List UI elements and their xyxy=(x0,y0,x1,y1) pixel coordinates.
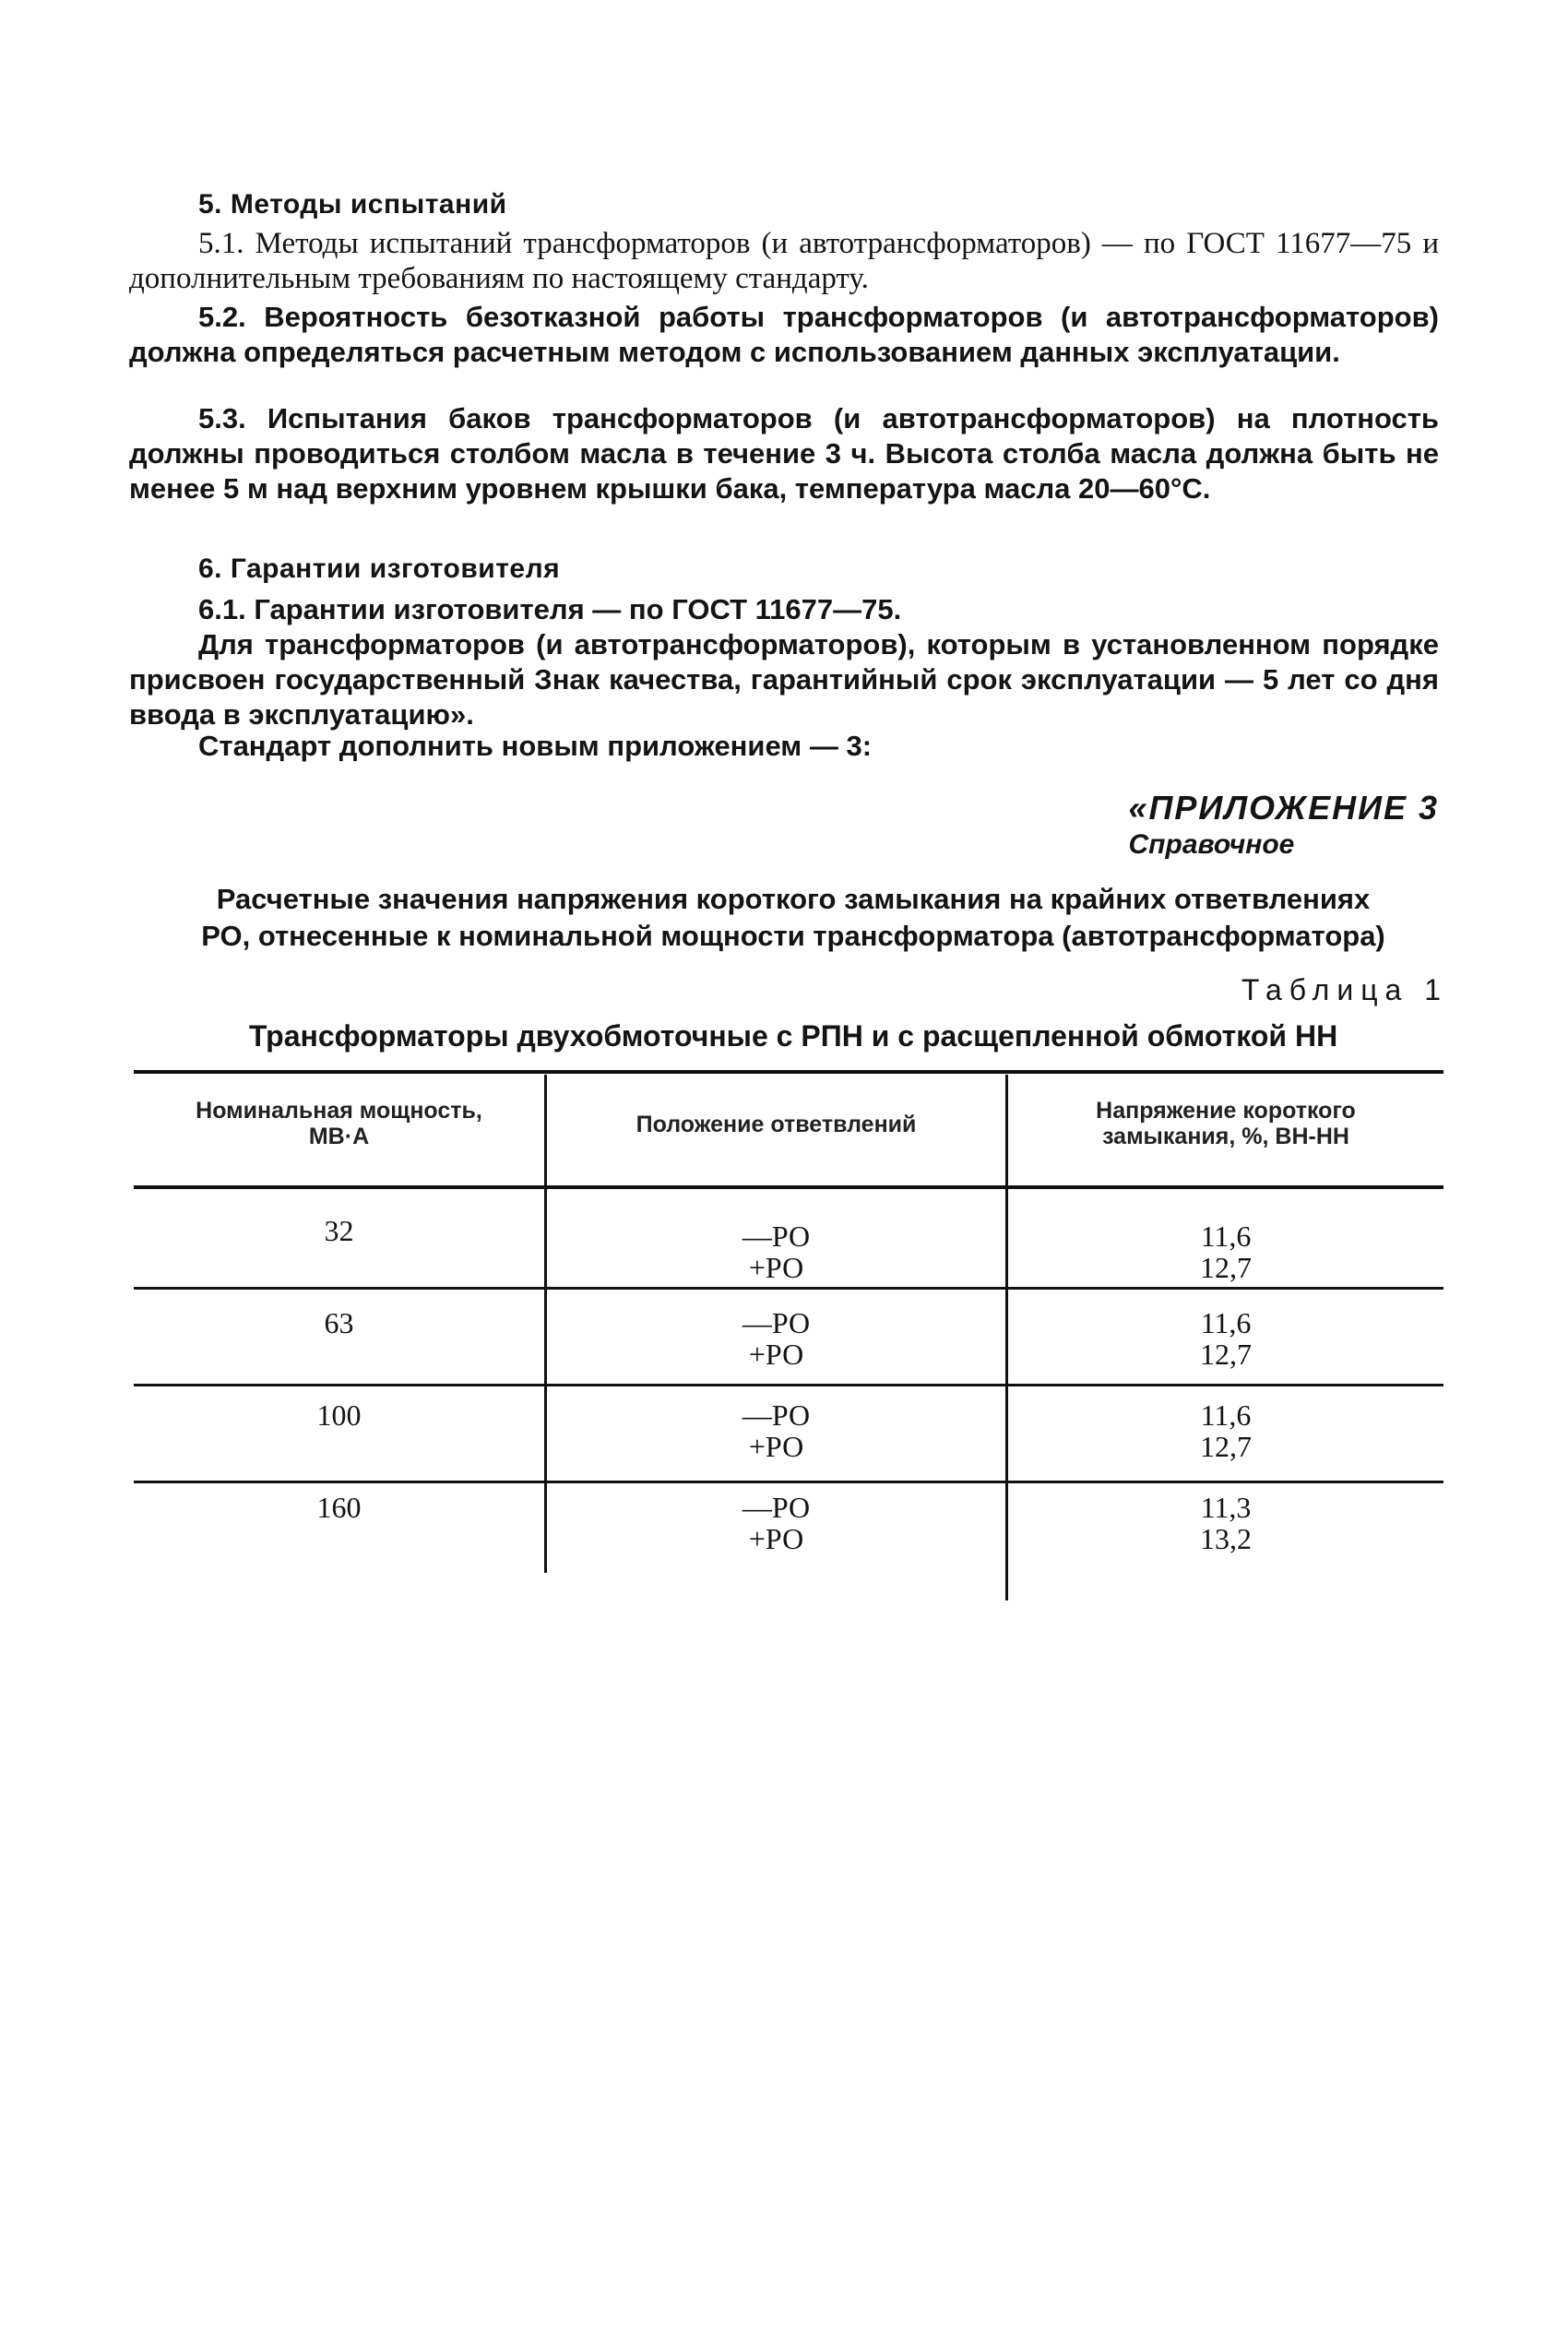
section-5-heading: 5. Методы испытаний xyxy=(198,189,507,220)
position-minus: —РО xyxy=(742,1306,811,1339)
header-voltage-line-1: Напряжение короткого xyxy=(1096,1098,1356,1124)
position-minus: —РО xyxy=(742,1220,811,1253)
cell-voltage xyxy=(1008,1307,1443,1370)
header-power-line-2: МВ·А xyxy=(308,1124,370,1149)
header-voltage-line-2: замыкания, %, ВН-НН xyxy=(1102,1124,1349,1149)
voltage-table xyxy=(134,1065,1443,1600)
appendix-header xyxy=(1129,789,1440,861)
paragraph-5-1: 5.1. Методы испытаний трансформаторов (и автотрансформаторов) — по ГОСТ 11677—75 и дополнительным требованиям по настоящему стандарту. xyxy=(129,227,1439,295)
document-title-line-2: РО, отнесенные к номинальной мощности трансформатора (автотрансформатора) xyxy=(201,920,1385,952)
voltage-plus: 12,7 xyxy=(1200,1251,1252,1284)
paragraph-6-2: Для трансформаторов (и автотрансформаторов), которым в установленном порядке присвоен государственный Знак качества, гарантийный срок эксплуатации — 5 лет со дня ввода в эксплуатацию». xyxy=(129,628,1439,731)
paragraph-6-3: Стандарт дополнить новым приложением — 3: xyxy=(198,730,873,762)
table-label: Таблица 1 xyxy=(1241,973,1448,1006)
cell-voltage xyxy=(1008,1399,1443,1462)
paragraph-5-2: 5.2. Вероятность безотказной работы трансформаторов (и автотрансформаторов) должна определяться расчетным методом с использованием данных эксплуатации. xyxy=(129,301,1439,368)
position-plus: +РО xyxy=(748,1522,804,1555)
cell-voltage xyxy=(1008,1492,1443,1554)
table-caption: Трансформаторы двухобмоточные с РПН и с расщепленной обмоткой НН xyxy=(248,1019,1338,1053)
cell-power: 100 xyxy=(316,1398,362,1432)
paragraph-5-3: 5.3. Испытания баков трансформаторов (и автотрансформаторов) на плотность должны проводиться столбом масла в течение 3 ч. Высота столба масла должна быть не менее 5 м над верхним уровнем крышки бака, температура масла 20—60°С. xyxy=(129,402,1439,505)
appendix-title: «ПРИЛОЖЕНИЕ 3 xyxy=(1128,789,1439,827)
cell-position xyxy=(547,1307,1005,1370)
table-row-divider xyxy=(134,1384,1443,1386)
cell-power: 160 xyxy=(316,1491,362,1524)
position-plus: +РО xyxy=(748,1338,804,1371)
voltage-minus: 11,6 xyxy=(1200,1220,1252,1253)
document-title xyxy=(129,881,1457,955)
header-power xyxy=(134,1098,544,1149)
position-minus: —РО xyxy=(742,1491,811,1524)
cell-position xyxy=(547,1220,1005,1283)
cell-power: 63 xyxy=(324,1306,354,1339)
paragraph-6-1: 6.1. Гарантии изготовителя — по ГОСТ 11677—75. xyxy=(198,593,902,625)
voltage-plus: 13,2 xyxy=(1200,1522,1252,1555)
position-minus: —РО xyxy=(742,1398,811,1432)
cell-position xyxy=(547,1399,1005,1462)
header-position: Положение ответвлений xyxy=(636,1112,917,1137)
voltage-minus: 11,3 xyxy=(1200,1491,1252,1524)
table-row-divider xyxy=(134,1287,1443,1290)
voltage-minus: 11,6 xyxy=(1200,1398,1252,1432)
cell-voltage xyxy=(1008,1220,1443,1283)
appendix-subtitle: Справочное xyxy=(1128,829,1295,860)
voltage-plus: 12,7 xyxy=(1200,1338,1252,1371)
position-plus: +РО xyxy=(748,1251,804,1284)
voltage-plus: 12,7 xyxy=(1200,1430,1252,1463)
voltage-minus: 11,6 xyxy=(1200,1306,1252,1339)
header-voltage xyxy=(1008,1098,1443,1149)
header-power-line-1: Номинальная мощность, xyxy=(196,1098,482,1124)
position-plus: +РО xyxy=(748,1430,804,1463)
table-header-rule xyxy=(134,1185,1443,1189)
cell-power: 32 xyxy=(324,1214,354,1247)
table-row-divider xyxy=(134,1481,1443,1483)
section-6-heading: 6. Гарантии изготовителя xyxy=(198,553,561,584)
table-top-rule xyxy=(134,1070,1443,1074)
document-title-line-1: Расчетные значения напряжения короткого замыкания на крайних ответвлениях xyxy=(216,883,1371,915)
cell-position xyxy=(547,1492,1005,1554)
